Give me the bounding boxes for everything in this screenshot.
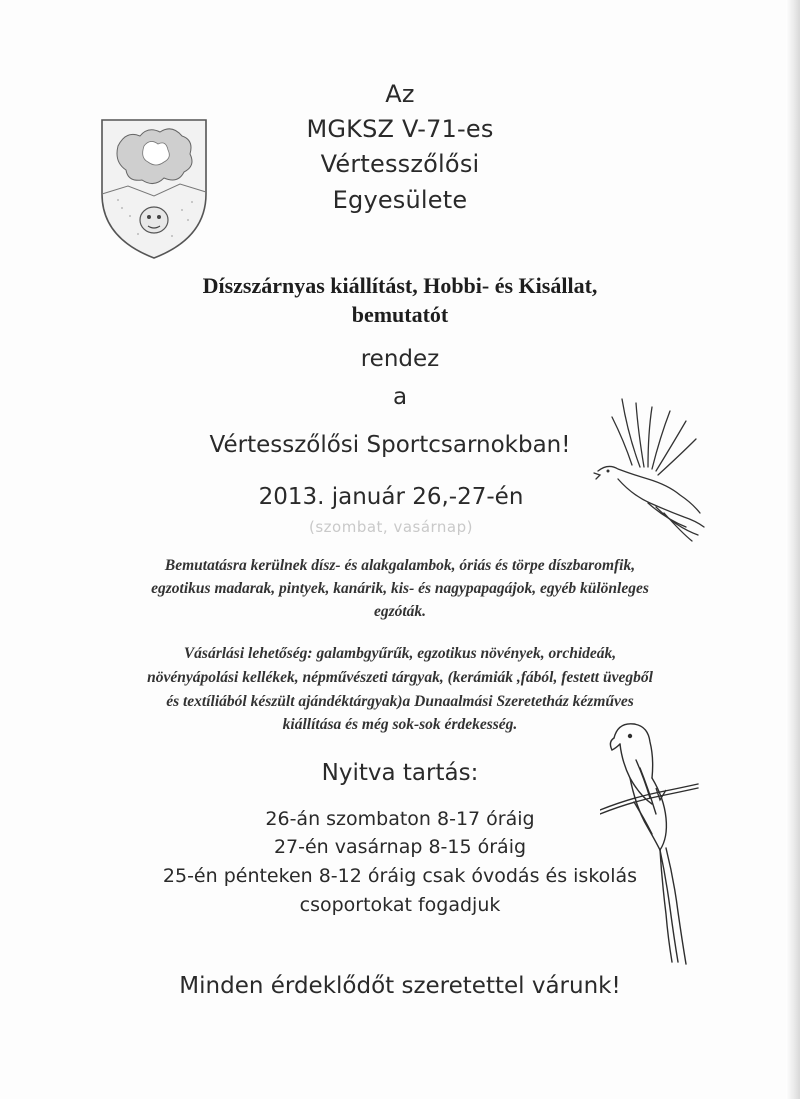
connector-line-2: a <box>392 384 408 410</box>
organizer-line-4: Egyesülete <box>332 186 468 214</box>
shopping-line-4: kiállítása és még sok-sok érdekesség. <box>282 716 518 733</box>
venue-text: Vértesszőlősi Sportcsarnokban! <box>209 432 571 458</box>
opening-line-3: 25-én pénteken 8-12 óráig csak óvodás és iskolás <box>162 865 638 887</box>
organizer-line-3: Vértesszőlősi <box>320 150 480 178</box>
organizer-line-2: MGKSZ V-71-es <box>306 115 494 143</box>
exhibits-line-3: egzóták. <box>373 603 427 620</box>
event-date: 2013. január 26,-27-én <box>258 484 524 510</box>
opening-title: Nyitva tartás: <box>321 760 479 786</box>
organizer-line-1: Az <box>385 80 415 108</box>
opening-line-2: 27-én vasárnap 8-15 óráig <box>273 836 527 858</box>
closing-text: Minden érdeklődőt szeretettel várunk! <box>179 973 621 999</box>
exhibits-line-2: egzotikus madarak, pintyek, kanárik, kis- és nagypapagájok, egyéb különleges <box>151 580 649 597</box>
shopping-line-2: növényápolási kellékek, népművészeti tárgyak, (kerámiák ,fából, festett üvegből <box>147 669 653 686</box>
opening-line-4: csoportokat fogadjuk <box>299 894 501 916</box>
scan-edge-shadow <box>786 0 800 1099</box>
headline-line-1: Díszszárnyas kiállítást, Hobbi- és Kisállat, <box>202 273 598 298</box>
opening-line-1: 26-án szombaton 8-17 óráig <box>265 808 535 830</box>
exhibits-line-1: Bemutatásra kerülnek dísz- és alakgalambok, óriás és törpe díszbaromfik, <box>164 557 636 574</box>
connector-line-1: rendez <box>360 346 440 372</box>
shopping-line-3: és textíliából készült ajándéktárgyak)a Dunaalmási Szeretetház kézműves <box>166 693 634 710</box>
shopping-line-1: Vásárlási lehetőség: galambgyűrűk, egzotikus növények, orchideák, <box>183 645 617 662</box>
headline-line-2: bemutatót <box>351 302 449 327</box>
event-days-faint: (szombat, vasárnap) <box>308 518 473 536</box>
